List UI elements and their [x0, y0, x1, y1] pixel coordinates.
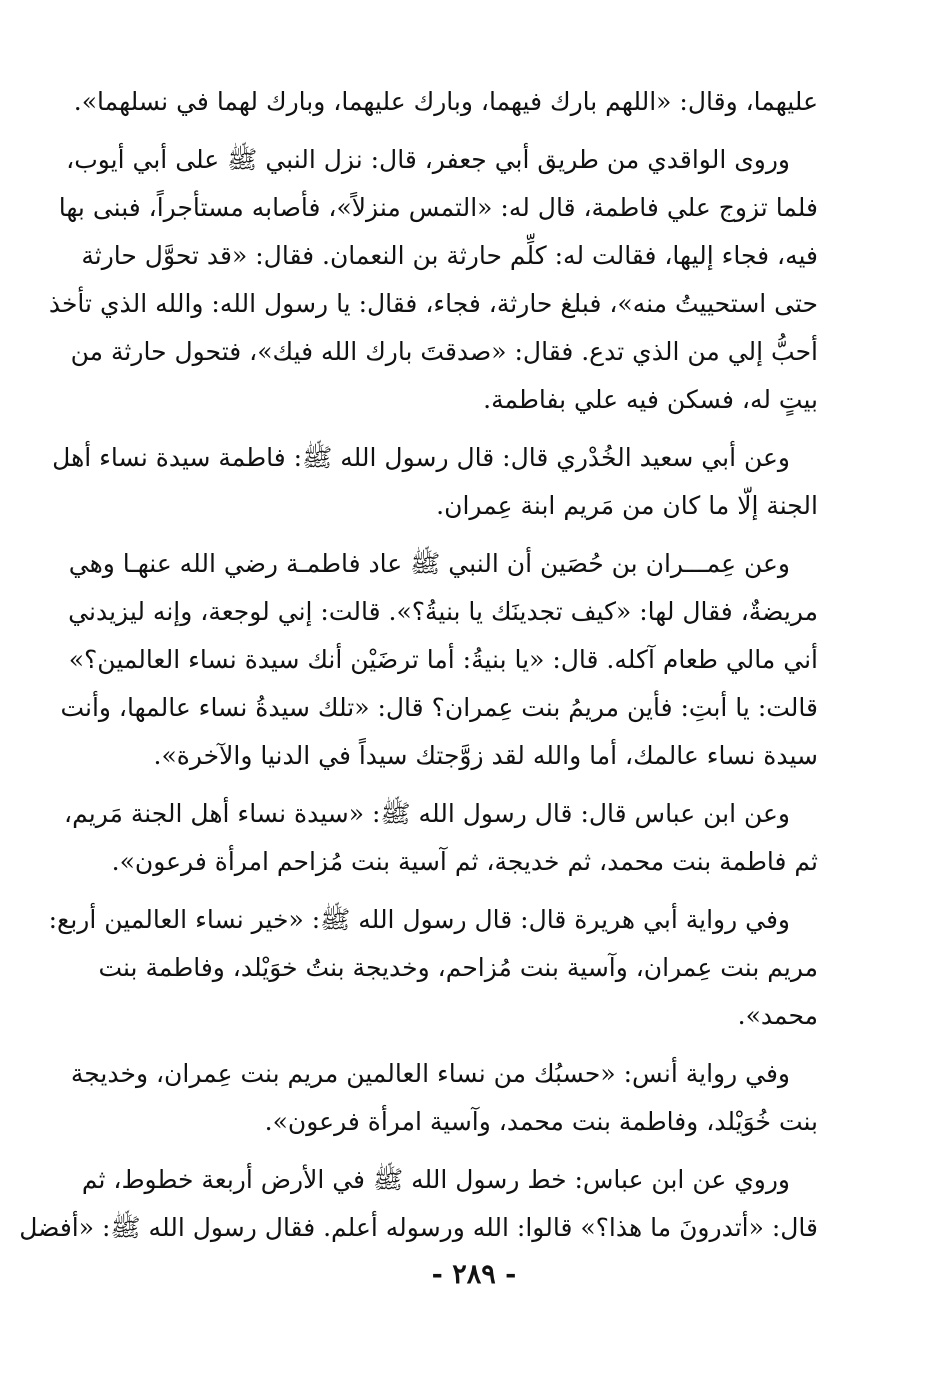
text-body — [19, 78, 818, 1252]
text-line: وفي رواية أبي هريرة قال: قال رسول الله ﷺ: «خير نساء العالمين أربع: — [48, 905, 790, 934]
text-line: ثم فاطمة بنت محمد، ثم خديجة، ثم آسية بنت مُزاحم امرأة فرعون». — [111, 847, 818, 876]
text-line: وفي رواية أنس: «حسبُك من نساء العالمين مريم بنت عِمران، وخديجة — [70, 1059, 790, 1088]
paragraph — [52, 434, 818, 530]
text-line: عليهما، وقال: «اللهم بارك فيهما، وبارك عليهما، وبارك لهما في نسلهما». — [73, 87, 818, 116]
text-line: أحبُّ إلي من الذي تدع. فقال: «صدقتَ بارك الله فيك»، فتحول حارثة من — [70, 337, 818, 366]
text-line: قالت: يا أبتِ: فأين مريمُ بنت عِمران؟ قال: «تلك سيدةُ نساء عالمها، وأنت — [60, 693, 818, 722]
paragraph — [73, 78, 818, 126]
text-line: وعن ابن عباس قال: قال رسول الله ﷺ: «سيدة نساء أهل الجنة مَريم، — [64, 799, 790, 828]
paragraph — [48, 896, 818, 1040]
paragraph — [64, 790, 818, 886]
text-line: مريم بنت عِمران، وآسية بنت مُزاحم، وخديجة بنتُ خوَيْلد، وفاطمة بنت — [98, 953, 818, 982]
paragraph — [60, 540, 818, 780]
text-line: سيدة نساء عالمك، أما والله لقد زوَّجتك سيداً في الدنيا والآخرة». — [153, 741, 818, 770]
text-line: حتى استحييتُ منه»، فبلغ حارثة، فجاء، فقال: يا رسول الله: والله الذي تأخذ — [48, 289, 818, 318]
text-line: قال: «أتدرونَ ما هذا؟» قالوا: الله ورسوله أعلم. فقال رسول الله ﷺ: «أفضل — [19, 1213, 818, 1242]
text-line: فلما تزوج علي فاطمة، قال له: «التمس منزلاً»، فأصابه مستأجراً، فبنى بها — [58, 193, 818, 222]
text-line: وعن أبي سعيد الخُدْري قال: قال رسول الله ﷺ: فاطمة سيدة نساء أهل — [52, 443, 790, 472]
text-line: وعن عِمـــران بن حُصَين أن النبي ﷺ عاد فاطمـة رضي الله عنهـا وهي — [68, 549, 790, 578]
paragraph — [70, 1050, 818, 1146]
text-line: بنت خُوَيْلد، وفاطمة بنت محمد، وآسية امرأة فرعون». — [264, 1107, 818, 1136]
text-line: بيتٍ له، فسكن فيه علي بفاطمة. — [483, 385, 818, 414]
text-line: أني مالي طعام آكله. قال: «يا بنيةُ: أما ترضَيْن أنك سيدة نساء العالمين؟» — [68, 645, 818, 674]
page-number: - ٢٨٩ - — [431, 1259, 517, 1290]
text-line: وروي عن ابن عباس: خط رسول الله ﷺ في الأرض أربعة خطوط، ثم — [81, 1165, 790, 1194]
paragraph — [48, 136, 818, 424]
text-line: الجنة إلّا ما كان من مَريم ابنة عِمران. — [436, 491, 818, 520]
text-line: مريضةٌ، فقال لها: «كيف تجدينَك يا بنيةُ؟». قالت: إني لوجعة، وإنه ليزيدني — [68, 597, 818, 626]
text-line: فيه، فجاء إليها، فقالت له: كلِّم حارثة بن النعمان. فقال: «قد تحوَّل حارثة — [81, 241, 818, 270]
text-line: وروى الواقدي من طريق أبي جعفر، قال: نزل النبي ﷺ على أبي أيوب، — [66, 145, 790, 174]
text-line: محمد». — [737, 1001, 818, 1030]
paragraph — [19, 1156, 818, 1252]
